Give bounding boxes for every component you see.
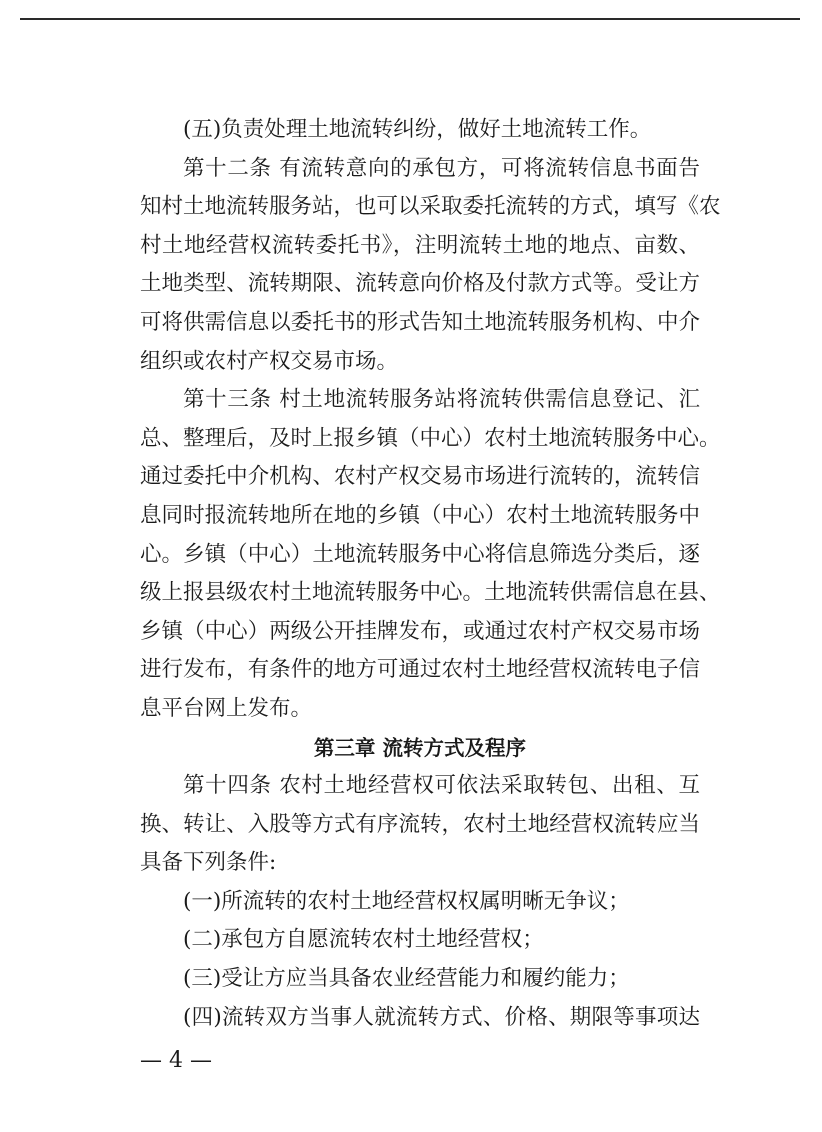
text-line xyxy=(140,613,700,652)
top-border-line xyxy=(20,18,800,20)
line-text: 具备下列条件: xyxy=(140,850,277,876)
text-line xyxy=(140,690,700,729)
text-line xyxy=(140,844,700,883)
text-line xyxy=(140,381,700,420)
line-text: (三)受让方应当具备农业经营能力和履约能力； xyxy=(183,966,630,992)
text-line xyxy=(140,999,700,1038)
line-text: 知村土地流转服务站，也可以采取委托流转的方式，填写《农 xyxy=(140,194,721,220)
line-text: 息平台网上发布。 xyxy=(140,695,313,721)
line-text: (四)流转双方当事人就流转方式、价格、期限等事项达 xyxy=(183,1004,700,1030)
text-line xyxy=(140,188,721,227)
line-text: 心。乡镇（中心）土地流转服务中心将信息筛选分类后，逐 xyxy=(140,541,700,567)
line-text: 通过委托中介机构、农村产权交易市场进行流转的，流转信 xyxy=(140,464,700,490)
text-line xyxy=(140,921,700,960)
text-line xyxy=(140,883,700,922)
line-text: 土地类型、流转期限、流转意向价格及付款方式等。受让方 xyxy=(140,271,700,297)
page-number: — 4 — xyxy=(140,1048,212,1073)
line-text: 换、转让、入股等方式有序流转，农村土地经营权流转应当 xyxy=(140,811,700,837)
line-text: 可将供需信息以委托书的形式告知土地流转服务机构、中介 xyxy=(140,309,700,335)
line-text: 总、整理后，及时上报乡镇（中心）农村土地流转服务中心。 xyxy=(140,425,721,451)
chapter-heading xyxy=(140,729,700,768)
text-line xyxy=(140,536,700,575)
line-text: 第十二条 有流转意向的承包方，可将流转信息书面告 xyxy=(183,155,700,181)
text-line xyxy=(140,458,700,497)
text-line xyxy=(140,806,700,845)
text-line xyxy=(140,111,700,150)
line-text: 进行发布，有条件的地方可通过农村土地经营权流转电子信 xyxy=(140,657,700,683)
line-text: 息同时报流转地所在地的乡镇（中心）农村土地流转服务中 xyxy=(140,502,700,528)
text-line xyxy=(140,420,721,459)
text-line xyxy=(140,150,700,189)
text-line xyxy=(140,343,700,382)
line-text: 村土地经营权流转委托书》，注明流转土地的地点、亩数、 xyxy=(140,232,700,258)
text-line xyxy=(140,574,721,613)
text-line xyxy=(140,265,700,304)
line-text: (五)负责处理土地流转纠纷，做好土地流转工作。 xyxy=(183,117,652,142)
line-text: 第三章 流转方式及程序 xyxy=(313,735,527,760)
text-line xyxy=(140,960,700,999)
text-line xyxy=(140,651,700,690)
document-body xyxy=(140,111,721,1037)
line-text: 组织或农村产权交易市场。 xyxy=(140,348,399,374)
line-text: (一)所流转的农村土地经营权权属明晰无争议； xyxy=(183,888,630,914)
text-line xyxy=(140,304,700,343)
line-text: (二)承包方自愿流转农村土地经营权； xyxy=(183,927,544,953)
line-text: 级上报县级农村土地流转服务中心。土地流转供需信息在县、 xyxy=(140,580,721,606)
text-line xyxy=(140,497,700,536)
line-text: 第十三条 村土地流转服务站将流转供需信息登记、汇 xyxy=(183,387,700,413)
text-line xyxy=(140,767,700,806)
text-line xyxy=(140,227,700,266)
line-text: 第十四条 农村土地经营权可依法采取转包、出租、互 xyxy=(183,773,700,799)
line-text: 乡镇（中心）两级公开挂牌发布，或通过农村产权交易市场 xyxy=(140,618,700,644)
